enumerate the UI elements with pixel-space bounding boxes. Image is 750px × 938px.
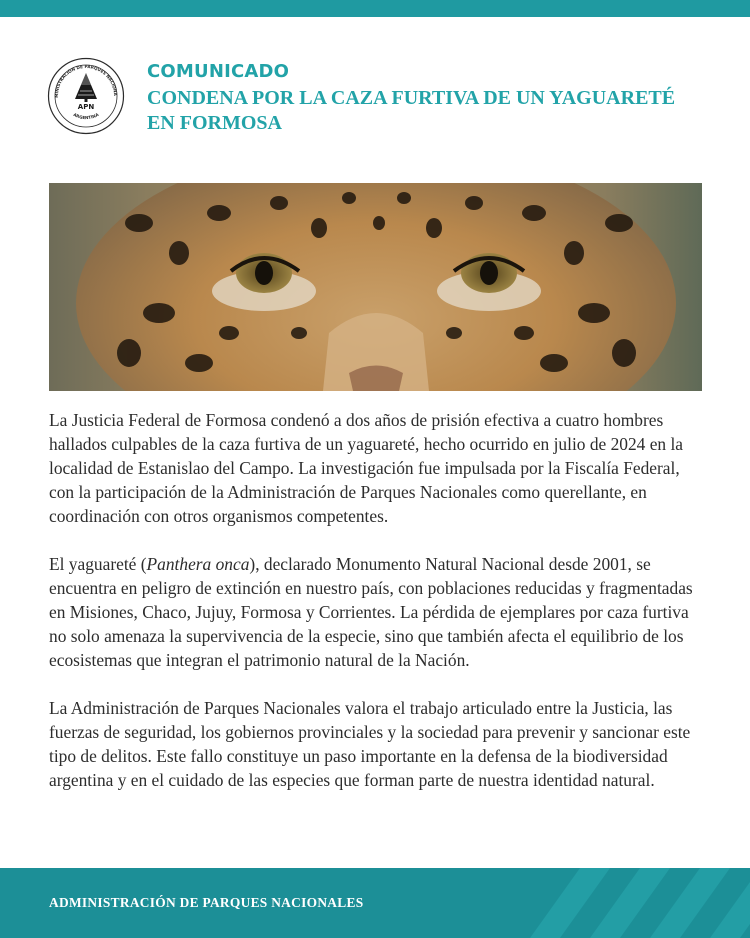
logo-country-text: ARGENTINA [72,111,100,121]
header [147,60,727,136]
logo-abbreviation: APN [77,103,95,111]
paragraph-2-rest: ), declarado Monumento Natural Nacional desde 2001, se encuentra en peligro de extinción en nuestro país, con poblaciones reducidas y fragmentadas en Misiones, Chaco, Jujuy, Formosa y Corrientes. La pérdida de ejemplares por caza furtiva no solo amenaza la supervivencia de la especie, sino que también afecta el equilibrio de los ecosistemas que integran el patrimonio natural de la Nación. [49,554,693,670]
footer [0,868,750,938]
paragraph-2-start: El yaguareté ( [49,554,147,574]
article-body [49,408,709,816]
logo-ring-text: MINISTRACIÓN DE PARQUES NACIONA [53,63,119,98]
apn-logo [47,57,125,135]
jaguar-photo [49,183,702,391]
page-title: CONDENA POR LA CAZA FURTIVA DE UN YAGUARETÉ EN FORMOSA [147,87,676,134]
paragraph-1: La Justicia Federal de Formosa condenó a dos años de prisión efectiva a cuatro hombres hallados culpables de la caza furtiva de un yaguareté, hecho ocurrido en julio de 2024 en la localidad de Estanislao del Campo. La investigación fue impulsada por la Fiscalía Federal, con la participación de la Administración de Parques Nacionales como querellante, en coordinación con otros organismos competentes. [49,410,684,526]
apn-emblem-icon [47,57,125,135]
kicker-label: COMUNICADO [147,61,290,82]
footer-stripes-decoration [490,868,750,938]
paragraph-2 [49,552,709,672]
paragraph-3: La Administración de Parques Nacionales valora el trabajo articulado entre la Justicia, las fuerzas de seguridad, los gobiernos provinciales y la sociedad para prevenir y sancionar este tipo de delitos. Este fallo constituye un paso importante en la defensa de la biodiversidad argentina y en el cuidado de las especies que forman parte de nuestra identidad natural. [49,698,691,790]
jaguar-image [49,183,702,391]
footer-organization-label: ADMINISTRACIÓN DE PARQUES NACIONALES [49,895,364,910]
species-name: Panthera onca [146,554,250,574]
top-accent-bar [0,0,750,17]
